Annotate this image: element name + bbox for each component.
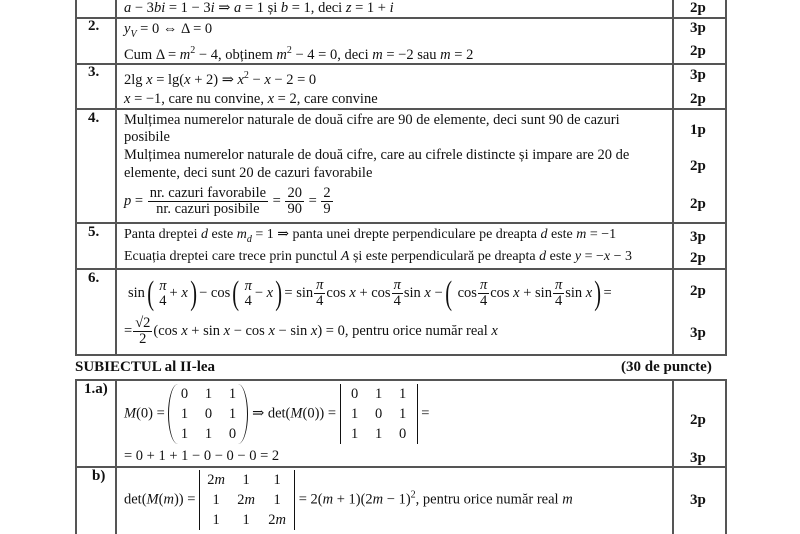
points-label: 3p [690, 492, 706, 508]
fraction: $\frac{\text{nr. cazuri favorabile}}{\text{nr. cazuri posibile}}$ [149, 185, 267, 217]
item-number: 4. [88, 110, 100, 126]
matrix: 0 1 1 1 0 1 1 1 0 [168, 384, 248, 444]
section-title: SUBIECTUL al II-lea [75, 359, 216, 375]
row-divider [75, 222, 727, 224]
row4-line3: Mulțimea numerelor naturale de două cifre, care au cifrele distincte și impare are 20 de [124, 147, 630, 163]
points-label: 2p [690, 196, 706, 212]
item-number: 5. [88, 224, 100, 240]
points-label: 2p [690, 43, 706, 59]
row2-line2: Cum $\Delta = m^2 - 4$, obținem $m^2 - 4 = 0$, deci m = −2 sau m = 2 [124, 45, 474, 63]
points-label: 2p [690, 0, 706, 16]
item-number: 2. [88, 18, 100, 34]
table-divider-points [672, 0, 674, 355]
section-score: (30 de puncte) [621, 359, 712, 375]
points-label: 3p [690, 229, 706, 245]
row-divider [75, 108, 727, 110]
points-label: 2p [690, 283, 706, 299]
points-label: 2p [690, 91, 706, 107]
row3-line2: x = −1, care nu convine, x = 2, care convine [124, 91, 378, 107]
row6-line1: sin( π 4 + x) − cos( π 4 − x) = sin $\frac{\pi}{4}$ cos x + cos $\frac{\pi}{4}$ sin x −( cos $\frac{\pi}{4}$ cos x + sin $\frac{\pi}{4}$ sin x) = [128, 274, 612, 312]
points-label: 1p [690, 122, 706, 138]
row3-line1: 2lg x = lg(x + 2) ⇒ $x^2 - x - 2 = 0$ [124, 70, 317, 88]
row5-line1: Panta dreptei d este $m_d = 1$ ⇒ panta unei drepte perpendiculare pe dreapta d este m = −1 [124, 227, 617, 245]
item-number: b) [92, 468, 106, 484]
table-border-right [725, 379, 727, 534]
row2-line1: $y_V = 0$ ⇔ Δ = 0 [124, 21, 213, 40]
row5-line2: Ecuația dreptei care trece prin punctul A și este perpendiculară pe dreapta d este y = −x − 3 [124, 249, 633, 264]
item-number: 6. [88, 270, 100, 286]
row-divider [75, 354, 727, 356]
points-label: 2p [690, 250, 706, 266]
table-divider-number [115, 379, 117, 534]
item-number: 3. [88, 64, 100, 80]
table-divider-points [672, 379, 674, 534]
points-label: 3p [690, 67, 706, 83]
row-b-line1: det(M(m)) = 2m 1 1 1 2m 1 1 1 2m = $2(m + 1)(2m - 1)^2$, pentru orice număr real m [124, 472, 573, 528]
points-label: 3p [690, 325, 706, 341]
determinant: 0 1 1 1 0 1 1 1 0 [340, 384, 418, 444]
row-1a-line2: = 0 + 1 + 1 − 0 − 0 − 0 = 2 [124, 448, 280, 464]
row-divider [75, 379, 727, 381]
row-divider [75, 17, 727, 19]
table-divider-number [115, 0, 117, 355]
item-number: 1.a) [84, 381, 108, 397]
points-label: 2p [690, 158, 706, 174]
points-label: 3p [690, 450, 706, 466]
row4-line1: Mulțimea numerelor naturale de două cifre are 90 de elemente, deci sunt 90 de cazuri [124, 112, 620, 128]
points-label: 3p [690, 20, 706, 36]
points-label: 2p [690, 412, 706, 428]
row-divider [75, 466, 727, 468]
determinant: 2m 1 1 1 2m 1 1 1 2m [199, 470, 295, 530]
row-1a-line1: M(0) = 0 1 1 1 0 1 1 1 0 ⇒ det(M(0)) = 0 1 1 1 0 1 1 1 0 = [124, 386, 430, 442]
table-border-left [75, 0, 77, 355]
table-border-left [75, 379, 77, 534]
table-border-right [725, 0, 727, 355]
probability-formula: p = $\frac{\text{nr. cazuri favorabile}}{\text{nr. cazuri posibile}}$ = $\frac{20}{90}$ = $\frac{2}{9}$ [124, 185, 331, 217]
row6-line2: = $\frac{√2}{2}$ (cos x + sin x − cos x − sin x) = 0, pentru orice număr real x [124, 315, 498, 347]
row1-line1: a − 3bi = 1 − 3i ⇒ a = 1 și b = 1, deci z = 1 + i [124, 0, 394, 16]
row4-line2: posibile [124, 129, 170, 145]
row4-line4: elemente, deci sunt 20 de cazuri favorabile [124, 165, 373, 181]
row-divider [75, 268, 727, 270]
